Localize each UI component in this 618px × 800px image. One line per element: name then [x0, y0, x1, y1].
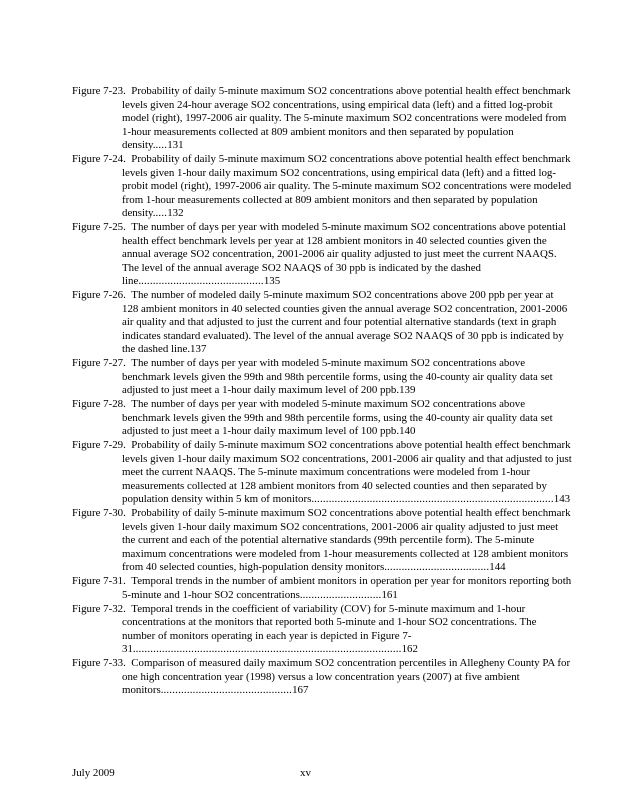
- footer-date: July 2009: [72, 767, 115, 779]
- page-number-ref[interactable]: 137: [190, 343, 207, 355]
- figure-caption-text: The number of days per year with modeled 5-minute maximum SO2 concentrations above potential health effect benchmark levels per year at 128 ambient monitors in 40 selected counties given the annual average SO2 concentration, 2001-2006 air quality adjusted to just meet the current NAAQS. The level of the annual average SO2 NAAQS of 30 ppb is indicated by the dashed line.: [122, 221, 566, 287]
- figure-label: Figure 7-30.: [72, 507, 126, 519]
- toc-entry[interactable]: [72, 221, 572, 289]
- toc-entry[interactable]: [72, 439, 572, 507]
- toc-entry[interactable]: [72, 575, 572, 602]
- leader-dots: ....: [155, 139, 168, 151]
- figure-label: Figure 7-24.: [72, 153, 126, 165]
- page-number-ref[interactable]: 144: [489, 561, 506, 573]
- page-number-ref[interactable]: 139: [399, 384, 416, 396]
- toc-entry[interactable]: [72, 357, 572, 398]
- figure-caption-text: The number of days per year with modeled 5-minute maximum SO2 concentrations above benchmark levels given the 99th and 98th percentile forms, using the 40-county air quality data set adjusted to just meet a 1-hour daily maximum level of 200 ppb.: [122, 357, 553, 396]
- leader-dots: ...........................: [302, 588, 382, 601]
- page-number-ref[interactable]: 132: [167, 207, 184, 219]
- page-number-ref[interactable]: 161: [381, 588, 398, 601]
- figure-label: Figure 7-27.: [72, 357, 126, 369]
- page-number-ref[interactable]: 131: [167, 139, 184, 151]
- toc-entry[interactable]: [72, 289, 572, 357]
- footer-page-number: xv: [300, 767, 311, 779]
- toc-entry[interactable]: [72, 657, 572, 698]
- figure-caption-text: Temporal trends in the number of ambient monitors in operation per year for monitors reporting both 5-minute and 1-hour SO2 concentrations.: [122, 575, 572, 601]
- leader-dots: ...........................................................................................: [135, 643, 402, 655]
- toc-entry-caption: [72, 85, 572, 153]
- toc-entry-caption: [72, 507, 572, 575]
- toc-entry[interactable]: [72, 85, 572, 153]
- figure-label: Figure 7-28.: [72, 398, 126, 410]
- toc-entry-caption: [72, 603, 572, 657]
- toc-entry-caption: [72, 575, 572, 602]
- toc-entry-caption: [72, 657, 572, 698]
- figure-label: Figure 7-29.: [72, 439, 126, 451]
- toc-entry[interactable]: [72, 603, 572, 657]
- figure-caption-text: The number of days per year with modeled 5-minute maximum SO2 concentrations above benchmark levels given the 99th and 98th percentile forms, using the 40-county air quality data set adjusted to just meet a 1-hour daily maximum level of 100 ppb.: [122, 398, 553, 437]
- page-number-ref[interactable]: 140: [399, 425, 416, 437]
- toc-entry[interactable]: [72, 153, 572, 221]
- figure-caption-text: Temporal trends in the coefficient of variability (COV) for 5-minute maximum and 1-hour concentrations at the monitors that reported both 5-minute and 1-hour SO2 concentrations. The number of monitors operating in each year is depicted in Figure 7-31.: [122, 602, 537, 655]
- page-number-ref[interactable]: 167: [292, 684, 309, 696]
- leader-dots: ...................................: [386, 561, 490, 573]
- leader-dots: ..................................................................................: [314, 493, 554, 505]
- page-number-ref[interactable]: 135: [263, 275, 281, 287]
- figure-label: Figure 7-31.: [72, 575, 126, 587]
- figure-label: Figure 7-25.: [72, 221, 126, 233]
- toc-entry[interactable]: [72, 507, 572, 575]
- figure-label: Figure 7-32.: [72, 602, 126, 615]
- toc-entry-caption: [72, 221, 572, 289]
- figure-caption-text: Comparison of measured daily maximum SO2 concentration percentiles in Allegheny County PA for one high concentration year (1998) versus a low concentration years (2007) at five ambient monitors.: [122, 657, 571, 696]
- leader-dots: ............................................: [163, 684, 293, 696]
- figure-label: Figure 7-26.: [72, 289, 126, 301]
- toc-entry[interactable]: [72, 398, 572, 439]
- leader-dots: ..........................................: [141, 275, 264, 287]
- toc-entry-caption: [72, 439, 572, 507]
- toc-entry-caption: [72, 398, 572, 439]
- figure-label: Figure 7-23.: [72, 85, 126, 97]
- figure-label: Figure 7-33.: [72, 657, 126, 669]
- page-number-ref[interactable]: 162: [401, 643, 418, 655]
- list-of-figures: [72, 85, 572, 698]
- figure-caption-text: Probability of daily 5-minute maximum SO2 concentrations above potential health effect benchmark levels given 1-hour daily maximum SO2 concentrations, 2001-2006 air quality adjusted to just meet the current and each of the potential alternative standards (99th percentile form). The 5-minute maximum concentrations were modeled from 1-hour measurements collected at 128 ambient monitors from 40 selected counties, high-population density monitors.: [122, 507, 571, 573]
- figure-caption-text: The number of modeled daily 5-minute maximum SO2 concentrations above 200 ppb per year at 128 ambient monitors in 40 selected counties given the annual average SO2 concentration, 2001-2006 air quality and that adjusted to just the current and four potential alternative standards (text in graph indicates standard evaluated). The level of the annual average SO2 NAAQS of 30 ppb is indicated by the dashed line.: [122, 289, 568, 355]
- page-number-ref[interactable]: 143: [553, 493, 571, 505]
- toc-entry-caption: [72, 153, 572, 221]
- figure-caption-text: Probability of daily 5-minute maximum SO2 concentrations above potential health effect benchmark levels given 1-hour daily maximum SO2 concentrations, using empirical data (left) and a fitted log-probit model (right), 1997-2006 air quality. The 5-minute maximum SO2 concentrations were modeled from 1-hour measurements collected at 809 ambient monitors and then separated by population density.: [122, 153, 572, 219]
- figure-caption-text: Probability of daily 5-minute maximum SO2 concentrations above potential health effect benchmark levels given 24-hour average SO2 concentrations, using empirical data (left) and a fitted log-probit model (right), 1997-2006 air quality. The 5-minute maximum SO2 concentrations were modeled from 1-hour measurements collected at 809 ambient monitors and then separated by population density.: [122, 85, 571, 151]
- leader-dots: ....: [155, 207, 168, 219]
- toc-entry-caption: [72, 289, 572, 357]
- toc-entry-caption: [72, 357, 572, 398]
- figure-caption-text: Probability of daily 5-minute maximum SO2 concentrations above potential health effect benchmark levels given 1-hour daily maximum SO2 concentrations, 2001-2006 air quality and that adjusted to just meet the current NAAQS. The 5-minute maximum concentrations were modeled from 1-hour measurements collected at 128 ambient monitors from 40 selected counties and then separated by population density within 5 km of monitors.: [122, 439, 572, 505]
